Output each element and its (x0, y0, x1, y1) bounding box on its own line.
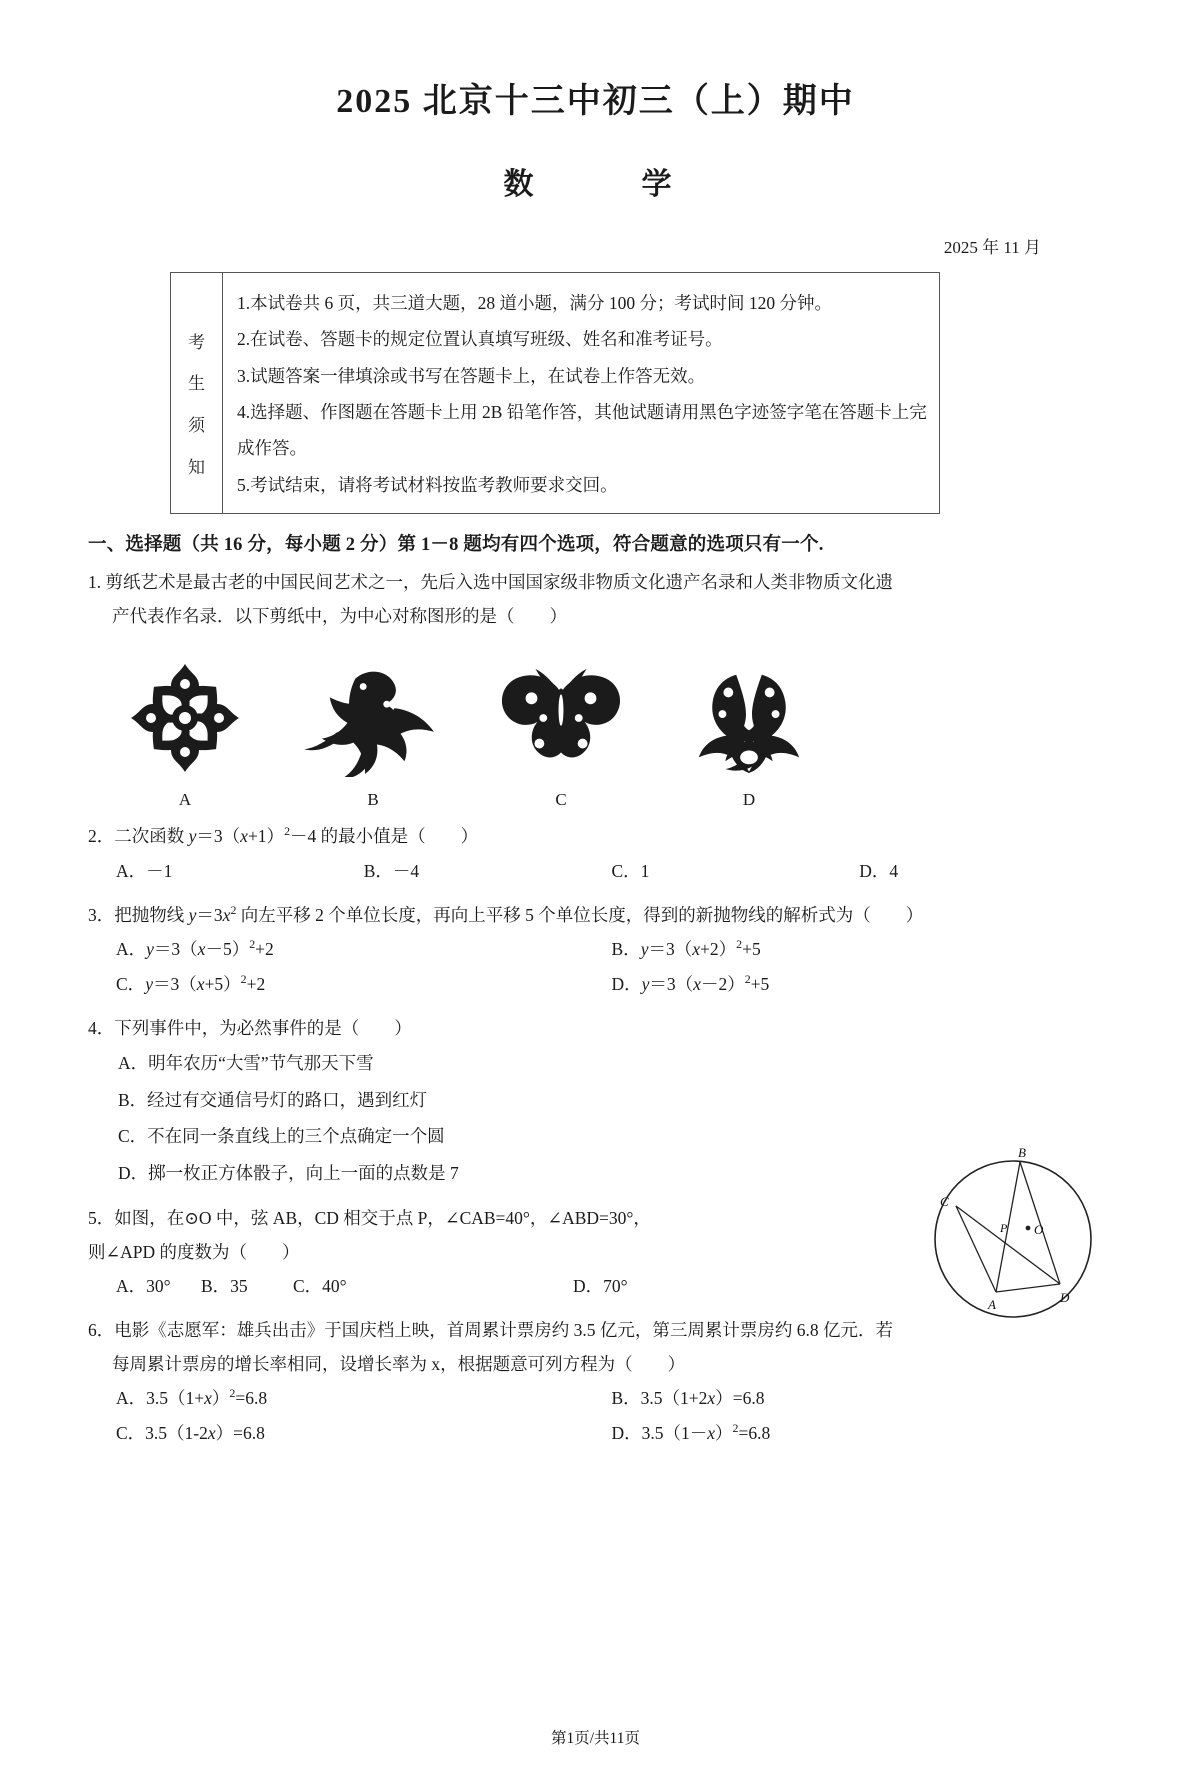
question-4-text: 4．下列事件中，为必然事件的是（ ） (88, 1017, 412, 1038)
notice-label-char-3: 须 (188, 415, 205, 435)
exam-page (0, 82, 1191, 1766)
notice-item: 2.在试卷、答题卡的规定位置认真填写班级、姓名和准考证号。 (237, 329, 723, 350)
option-a[interactable]: A．$3.5(1+x)^2=6.8$ (116, 1386, 268, 1409)
option-d[interactable]: D．4 (859, 860, 899, 881)
option-a[interactable]: A．明年农历“大雪”节气那天下雪 (118, 1052, 374, 1073)
question-4 (88, 1011, 1107, 1045)
notice-label-column (171, 273, 223, 513)
notice-label-char-1: 考 (188, 332, 205, 352)
exam-notice-box (170, 272, 940, 514)
question-5-circle-diagram (908, 1144, 1123, 1344)
option-b[interactable]: B．－4 (363, 860, 420, 881)
question-6-options-row-2 (88, 1416, 1107, 1451)
notice-item: 3.试题答案一律填涂或书写在答题卡上，在试卷上作答无效。 (237, 365, 706, 386)
notice-item: 4.选择题、作图题在答题卡上用 2B 铅笔作答，其他试题请用黑色字迹签字笔在答题卡上完成作答。 (237, 401, 927, 459)
figure-label-d: D (742, 790, 756, 810)
option-d[interactable]: D．70° (573, 1276, 628, 1297)
question-1-line-2: 产代表作名录．以下剪纸中，为中心对称图形的是（ ） (112, 606, 567, 627)
section-heading-choice: 一、选择题（共 16 分，每小题 2 分）第 1－8 题均有四个选项，符合题意的选项只有一个. (88, 535, 824, 556)
option-c[interactable]: C．1 (611, 860, 650, 881)
question-6-line-1: 6．电影《志愿军：雄兵出击》于国庆档上映，首周累计票房约 3.5 亿元，第三周累计票房约 6.8 亿元．若 (88, 1320, 893, 1341)
question-3-text: 3．把抛物线 $y=3x^2$ 向左平移 2 个单位长度，再向上平移 5 个单位长度，得到的新抛物线的解析式为（ ） (88, 902, 924, 925)
snowflake-papercut-icon (110, 648, 260, 788)
option-b[interactable]: B．3.5（1+2x）=6.8 (611, 1388, 765, 1409)
question-5-line-2: 则∠APD 的度数为（ ） (88, 1241, 300, 1262)
question-2-prefix: 2．二次函数 (88, 826, 189, 847)
fish-papercut-icon (674, 648, 824, 788)
question-2-options (88, 854, 1107, 889)
circle-label-p: P (1000, 1221, 1008, 1235)
page-footer: 第1页/共11页 (551, 1730, 640, 1747)
figure-label-a: A (178, 790, 192, 810)
notice-item: 1.本试卷共 6 页，共三道大题，28 道小题，满分 100 分；考试时间 120 分钟。 (237, 292, 832, 313)
question-2-text (88, 819, 1107, 853)
option-a[interactable]: A．30° (116, 1276, 171, 1297)
circle-label-a: A (988, 1297, 996, 1312)
figure-label-c: C (555, 790, 567, 810)
option-c[interactable]: C．3.5（1-2x）=6.8 (116, 1423, 265, 1444)
question-2-formula: $y=3(x+1)^2-4$ (188, 824, 317, 847)
option-d[interactable]: D．掷一枚正方体骰子，向上一面的点数是 7 (118, 1163, 459, 1184)
option-d[interactable]: D．$y=3(x-2)^2+5$ (611, 971, 770, 994)
page-title: 2025 北京十三中初三（上）期中 (336, 83, 855, 120)
option-b[interactable]: B．$y=3(x+2)^2+5$ (611, 936, 761, 959)
option-b[interactable]: B．经过有交通信号灯的路口，遇到红灯 (118, 1089, 428, 1110)
circle-label-c: C (940, 1194, 949, 1209)
butterfly-papercut-icon (486, 648, 636, 788)
option-c[interactable]: C．$y=3(x+5)^2+2$ (116, 971, 266, 994)
question-3-options-row-1 (88, 932, 1107, 967)
notice-item: 5.考试结束，请将考试材料按监考教师要求交回。 (237, 474, 618, 495)
question-5-line-1: 5．如图，在⊙O 中，弦 AB，CD 相交于点 P，∠CAB=40°，∠ABD=30°， (88, 1207, 651, 1228)
question-1-figures (88, 643, 1107, 788)
option-a[interactable]: A．$y=3(x-5)^2+2$ (116, 936, 274, 959)
figure-label-b: B (367, 790, 379, 810)
question-6-options-row-1 (88, 1381, 1107, 1416)
option-c[interactable]: C．不在同一条直线上的三个点确定一个圆 (118, 1126, 445, 1147)
question-2 (88, 819, 1107, 853)
circle-label-b: B (1018, 1145, 1026, 1160)
option-a[interactable]: A．－1 (116, 860, 173, 881)
option-c[interactable]: C．40° (293, 1276, 347, 1297)
exam-date: 2025 年 11 月 (943, 237, 1041, 257)
question-1-figure-labels (88, 790, 1107, 810)
notice-items (223, 273, 939, 513)
question-1-line-1: 1. 剪纸艺术是最古老的中国民间艺术之一，先后入选中国国家级非物质文化遗产名录和人类非物质文化遗 (88, 572, 893, 593)
option-b[interactable]: B．35 (201, 1276, 248, 1297)
birds-papercut-icon (298, 648, 448, 788)
notice-label-char-4: 知 (188, 457, 205, 477)
question-3-options-row-2 (88, 967, 1107, 1002)
question-3 (88, 898, 1107, 932)
question-1 (88, 565, 1107, 633)
subject-title: 数 学 (503, 167, 688, 201)
circle-label-o: O (1034, 1222, 1044, 1237)
question-2-suffix: 的最小值是（ ） (316, 826, 479, 847)
option-d[interactable]: D．$3.5(1-x)^2=6.8$ (611, 1421, 771, 1444)
circle-label-d: D (1060, 1290, 1070, 1305)
question-6-line-2: 每周累计票房的增长率相同，设增长率为 x，根据题意可列方程为（ ） (112, 1354, 686, 1375)
notice-label-char-2: 生 (188, 374, 205, 394)
